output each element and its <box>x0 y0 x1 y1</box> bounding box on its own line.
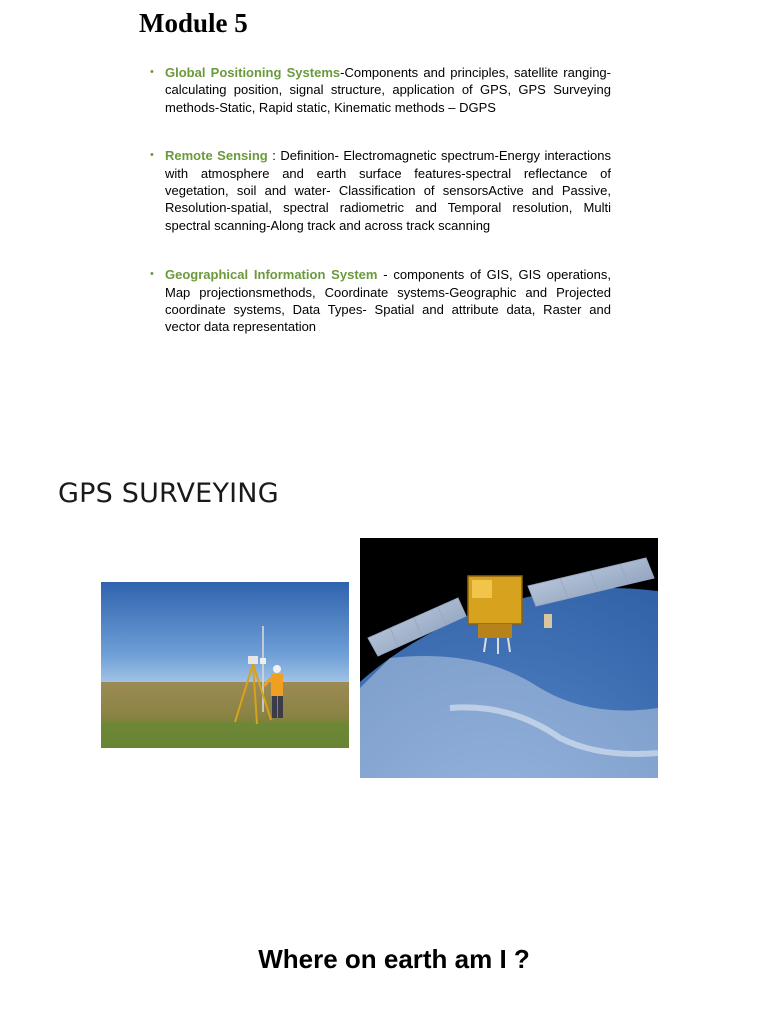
bullet-icon: • <box>150 268 154 281</box>
topic-title: Remote Sensing <box>165 148 268 164</box>
satellite-photo <box>360 538 658 778</box>
topic-title: Geographical Information System <box>165 267 378 283</box>
topic-text: - components of GIS, GIS operations, Map projectionsmethods, Coordinate systems-Geographic and Projected coordinate systems, Data Types- Spatial and attribute data, Raster and vector data representation <box>165 267 611 335</box>
bullet-icon: • <box>150 149 154 162</box>
topic-remote-sensing <box>148 147 611 234</box>
bullet-icon: • <box>150 66 154 78</box>
topic-gis <box>148 266 611 336</box>
surveyor-photo-graphic <box>101 582 349 748</box>
topic-list <box>148 64 611 368</box>
satellite-photo-graphic <box>360 538 658 778</box>
topic-title: Global Positioning Systems <box>165 65 341 80</box>
topic-gps <box>148 64 611 116</box>
question-heading: Where on earth am I ? <box>258 944 530 974</box>
topic-text: -Components and principles, satellite ranging-calculating position, signal structure, application of GPS, GPS Surveying methods-Static, Rapid static, Kinematic methods – DGPS <box>165 65 611 115</box>
section-heading: GPS SURVEYING <box>58 478 279 509</box>
module-title: Module 5 <box>139 8 248 38</box>
surveyor-photo <box>101 582 349 748</box>
topic-text: : Definition- Electromagnetic spectrum-Energy interactions with atmosphere and earth surface features-spectral reflectance of vegetation, soil and water- Classification of sensorsActive and Passive, Resolution-spatial, spectral radiometric and Temporal resolution, Multi spectral scanning-Along track and across track scanning <box>165 148 611 233</box>
